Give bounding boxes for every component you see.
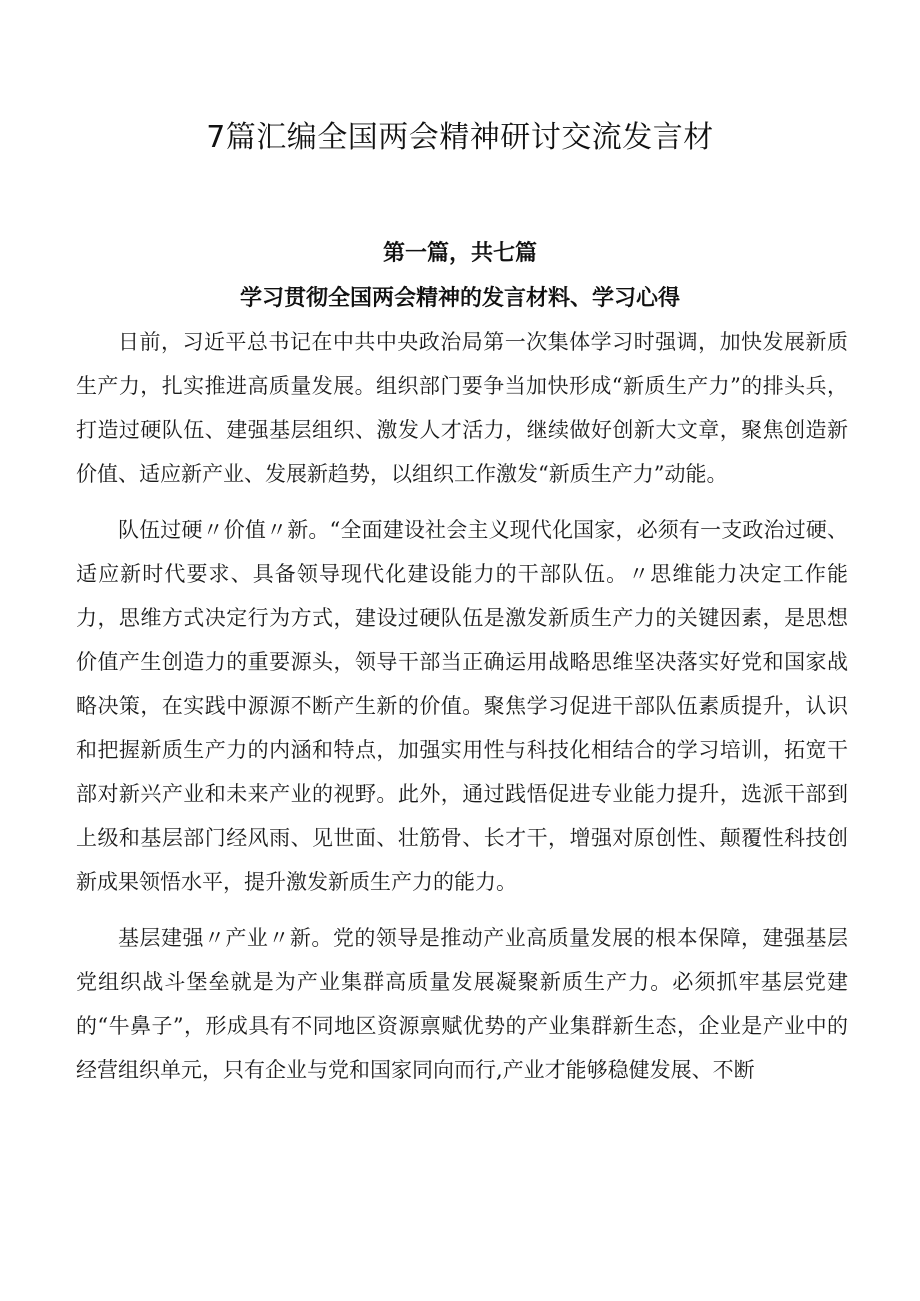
sub-heading: 学习贯彻全国两会精神的发言材料、学习心得	[239, 286, 680, 311]
document-body	[76, 320, 848, 1092]
part-heading: 第一篇，共七篇	[382, 241, 537, 266]
paragraph-1: 日前，习近平总书记在中共中央政治局第一次集体学习时强调，加快发展新质生产力，扎实推进高质量发展。组织部门要争当加快形成“新质生产力”的排头兵，打造过硬队伍、建强基层组织、激发人才活力，继续做好创新大文章，聚焦创造新价值、适应新产业、发展新趋势，以组织工作激发“新质生产力”动能。	[76, 330, 848, 486]
paragraph-3: 基层建强〃产业〃新。党的领导是推动产业高质量发展的根本保障，建强基层党组织战斗堡垒就是为产业集群高质量发展凝聚新质生产力。必须抓牢基层党建的“牛鼻子”，形成具有不同地区资源禀赋优势的产业集群新生态，企业是产业中的经营组织单元，只有企业与党和国家同向而行,产业才能够稳健发展、不断	[76, 926, 848, 1082]
document-title: 7篇汇编全国两会精神研讨交流发言材	[206, 120, 714, 155]
paragraph-2: 队伍过硬〃价值〃新。“全面建设社会主义现代化国家，必须有一支政治过硬、适应新时代要求、具备领导现代化建设能力的干部队伍。〃思维能力决定工作能力，思维方式决定行为方式，建设过硬队伍是激发新质生产力的关键因素，是思想价值产生创造力的重要源头，领导干部当正确运用战略思维坚决落实好党和国家战略决策，在实践中源源不断产生新的价值。聚焦学习促进干部队伍素质提升，认识和把握新质生产力的内涵和特点，加强实用性与科技化相结合的学习培训，拓宽干部对新兴产业和未来产业的视野。此外，通过践悟促进专业能力提升，选派干部到上级和基层部门经风雨、见世面、壮筋骨、长才干，增强对原创性、颠覆性科技创新成果领悟水平，提升激发新质生产力的能力。	[76, 518, 848, 894]
